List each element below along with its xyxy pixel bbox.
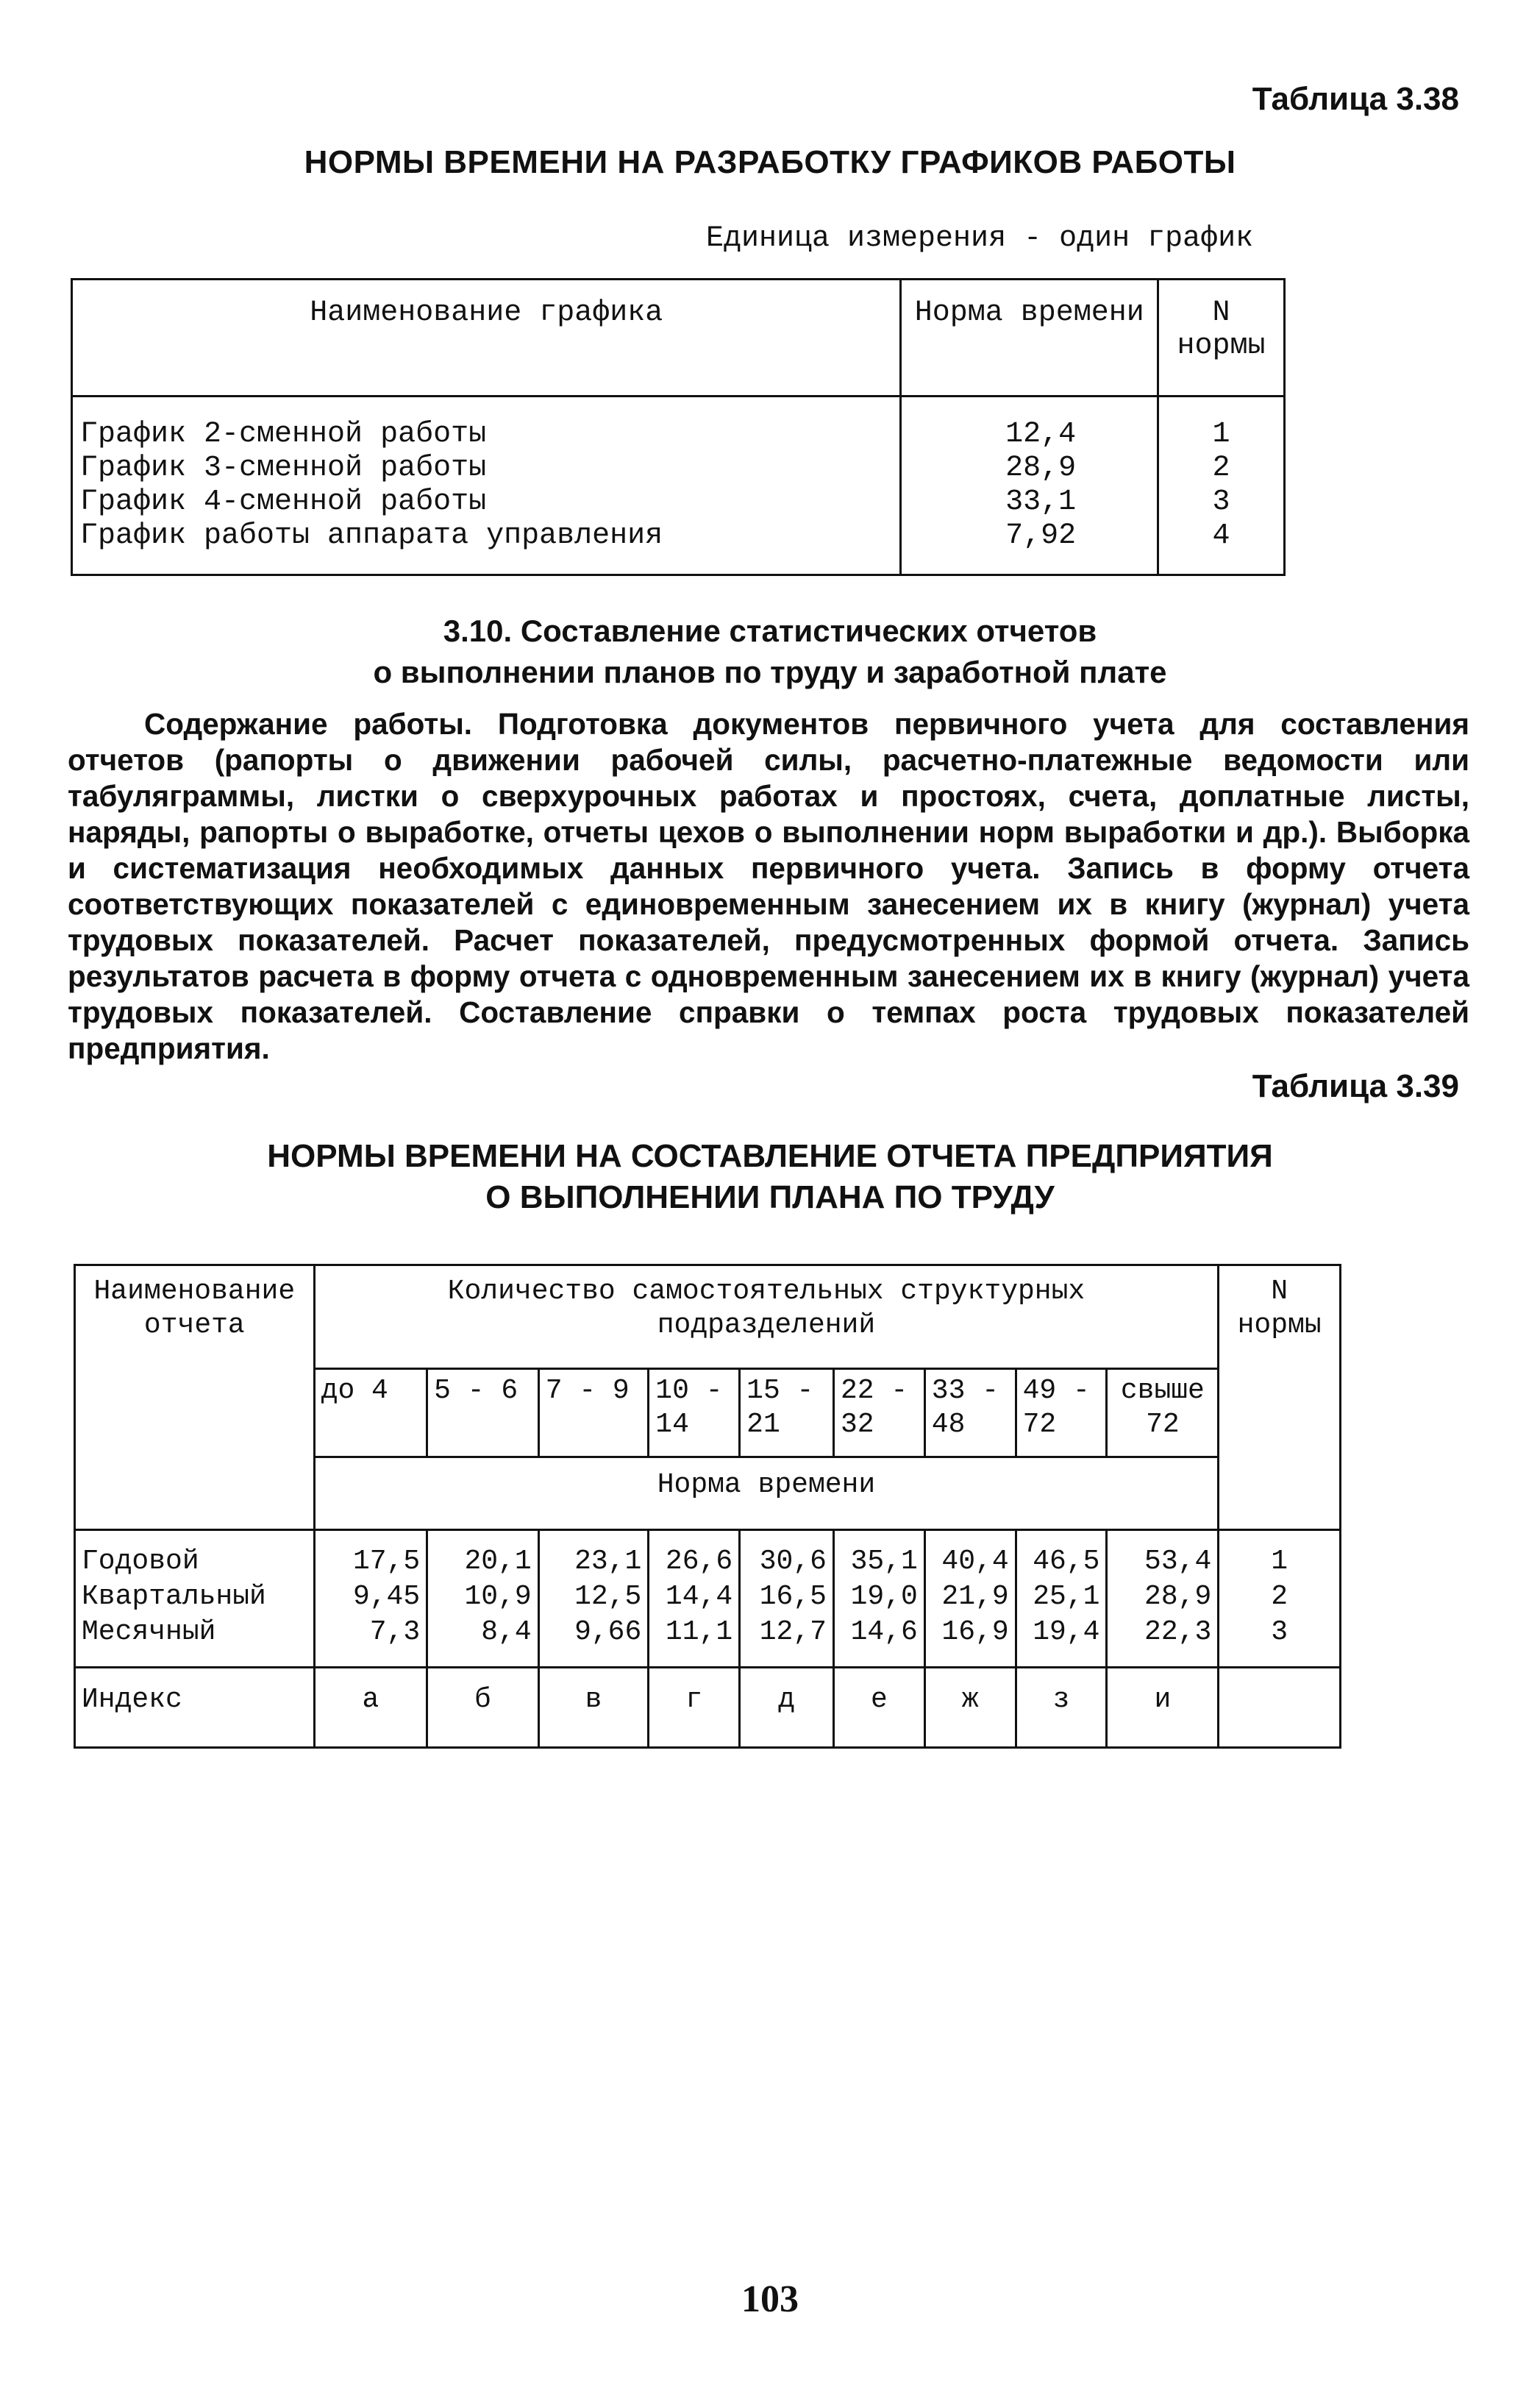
range-line2: 32 bbox=[840, 1409, 874, 1440]
header-report-name-line2: отчета bbox=[143, 1309, 245, 1341]
value: 9,45 bbox=[352, 1581, 421, 1613]
header-report-name bbox=[75, 1265, 315, 1530]
values-cell bbox=[538, 1530, 649, 1668]
header-norm-number-line2: нормы bbox=[1177, 330, 1266, 363]
values-cell bbox=[1107, 1530, 1219, 1668]
section-title-line2: о выполнении планов по труду и заработной плате bbox=[373, 655, 1167, 689]
value: 25,1 bbox=[1033, 1581, 1100, 1613]
norm-number-cell: 4 bbox=[1158, 519, 1285, 575]
values-cell bbox=[649, 1530, 740, 1668]
header-norm-number-line1: N bbox=[1271, 1276, 1288, 1307]
range-header bbox=[427, 1369, 539, 1457]
header-time-norm: Норма времени bbox=[314, 1457, 1219, 1530]
value: 19,4 bbox=[1033, 1616, 1100, 1648]
value: 12,7 bbox=[759, 1616, 827, 1648]
norm-number: 3 bbox=[1271, 1616, 1288, 1648]
table-39-label: Таблица 3.39 bbox=[1252, 1068, 1459, 1104]
range-line1: 15 - bbox=[746, 1375, 814, 1407]
value: 19,0 bbox=[850, 1581, 918, 1613]
norm-number: 2 bbox=[1271, 1581, 1288, 1613]
value: 23,1 bbox=[574, 1546, 642, 1577]
values-cell bbox=[833, 1530, 924, 1668]
header-norm-number-line1: N bbox=[1212, 296, 1230, 330]
table-row bbox=[72, 486, 1285, 519]
value: 14,6 bbox=[850, 1616, 918, 1648]
value: 8,4 bbox=[481, 1616, 532, 1648]
value: 14,4 bbox=[665, 1581, 733, 1613]
section-3-10-body bbox=[68, 706, 1469, 1067]
report-name: Квартальный bbox=[82, 1581, 266, 1613]
range-header bbox=[1016, 1369, 1107, 1457]
table-38 bbox=[71, 278, 1286, 576]
value: 11,1 bbox=[665, 1616, 733, 1648]
range-line1: 5 - 6 bbox=[434, 1375, 518, 1407]
header-norm-number-line2: нормы bbox=[1237, 1309, 1322, 1341]
table-row bbox=[72, 519, 1285, 575]
graph-name-cell: График 2-сменной работы bbox=[72, 397, 901, 452]
table-38-unit: Единица измерения - один график bbox=[706, 222, 1254, 255]
index-empty-cell bbox=[1219, 1668, 1341, 1748]
norm-number-cell: 1 bbox=[1158, 397, 1285, 452]
range-line2: 48 bbox=[931, 1409, 966, 1440]
index-cell: е bbox=[833, 1668, 924, 1748]
report-name: Годовой bbox=[82, 1546, 199, 1577]
values-cell bbox=[1016, 1530, 1107, 1668]
table-39-title-line1: НОРМЫ ВРЕМЕНИ НА СОСТАВЛЕНИЕ ОТЧЕТА ПРЕДПРИЯТИЯ bbox=[267, 1138, 1273, 1174]
range-line1: 7 - 9 bbox=[545, 1375, 630, 1407]
value: 12,5 bbox=[574, 1581, 642, 1613]
value: 53,4 bbox=[1144, 1546, 1212, 1577]
range-line2: 72 bbox=[1022, 1409, 1057, 1440]
header-group-line1: Количество самостоятельных структурных bbox=[447, 1276, 1086, 1307]
graph-name-cell: График 4-сменной работы bbox=[72, 486, 901, 519]
table-row bbox=[72, 452, 1285, 486]
value: 16,9 bbox=[941, 1616, 1009, 1648]
header-subdivisions-group bbox=[314, 1265, 1219, 1369]
range-line1: 22 - bbox=[840, 1375, 908, 1407]
header-report-name-line1: Наименование bbox=[93, 1276, 296, 1307]
range-line1: 10 - bbox=[655, 1375, 723, 1407]
value: 16,5 bbox=[759, 1581, 827, 1613]
value: 20,1 bbox=[464, 1546, 532, 1577]
graph-name-cell: График работы аппарата управления bbox=[72, 519, 901, 575]
values-cell bbox=[427, 1530, 539, 1668]
report-name: Месячный bbox=[82, 1616, 216, 1648]
values-cell bbox=[740, 1530, 834, 1668]
range-header bbox=[314, 1369, 427, 1457]
range-header bbox=[833, 1369, 924, 1457]
norm-number-cell: 2 bbox=[1158, 452, 1285, 486]
value: 30,6 bbox=[759, 1546, 827, 1577]
index-cell: г bbox=[649, 1668, 740, 1748]
range-line1: 33 - bbox=[931, 1375, 999, 1407]
section-3-10-title bbox=[0, 611, 1540, 693]
value: 10,9 bbox=[464, 1581, 532, 1613]
value: 46,5 bbox=[1033, 1546, 1100, 1577]
value: 26,6 bbox=[665, 1546, 733, 1577]
range-line1: до 4 bbox=[321, 1375, 388, 1407]
time-cell: 7,92 bbox=[901, 519, 1158, 575]
norm-number: 1 bbox=[1271, 1546, 1288, 1577]
index-cell: з bbox=[1016, 1668, 1107, 1748]
section-title-line1: 3.10. Составление статистических отчетов bbox=[443, 614, 1097, 648]
range-line2: 14 bbox=[655, 1409, 689, 1440]
table-row bbox=[72, 397, 1285, 452]
index-label: Индекс bbox=[75, 1668, 315, 1748]
range-line2: 72 bbox=[1146, 1409, 1180, 1440]
table-39-title-line2: О ВЫПОЛНЕНИИ ПЛАНА ПО ТРУДУ bbox=[485, 1179, 1055, 1215]
time-cell: 33,1 bbox=[901, 486, 1158, 519]
section-paragraph: Содержание работы. Подготовка документов первичного учета для составления отчетов (рапорты о движении рабочей силы, расчетно-платежные ведомости или табуляграммы, листки о сверхурочных работах и простоях, счета, доплатные листы, наряды, рапорты о выработке, отчеты цехов о выполнении норм выработки и др.). Выборка и систематизация необходимых данных первичного учета. Запись в форму отчета соответствующих показателей с единовременным занесением их в книгу (журнал) учета трудовых показателей. Расчет показателей, предусмотренных формой отчета. Запись результатов расчета в форму отчета с одновременным занесением их в книгу (журнал) учета трудовых показателей. Составление справки о темпах роста трудовых показателей предприятия. bbox=[68, 707, 1469, 1065]
header-norm-number bbox=[1158, 280, 1285, 397]
value: 22,3 bbox=[1144, 1616, 1212, 1648]
header-group-line2: подразделений bbox=[657, 1309, 876, 1341]
value: 21,9 bbox=[941, 1581, 1009, 1613]
report-names-cell bbox=[75, 1530, 315, 1668]
header-norm-number bbox=[1219, 1265, 1341, 1530]
index-cell: б bbox=[427, 1668, 539, 1748]
range-header bbox=[538, 1369, 649, 1457]
range-line2: 21 bbox=[746, 1409, 780, 1440]
header-graph-name: Наименование графика bbox=[72, 280, 901, 397]
table-38-label: Таблица 3.38 bbox=[1252, 81, 1459, 117]
index-cell: в bbox=[538, 1668, 649, 1748]
value: 40,4 bbox=[941, 1546, 1009, 1577]
values-cell bbox=[924, 1530, 1016, 1668]
time-cell: 12,4 bbox=[901, 397, 1158, 452]
range-line1: 49 - bbox=[1022, 1375, 1090, 1407]
range-header bbox=[1107, 1369, 1219, 1457]
range-header bbox=[924, 1369, 1016, 1457]
value: 9,66 bbox=[574, 1616, 642, 1648]
table-39-title bbox=[0, 1136, 1540, 1218]
index-cell: и bbox=[1107, 1668, 1219, 1748]
value: 7,3 bbox=[369, 1616, 421, 1648]
values-cell bbox=[314, 1530, 427, 1668]
index-cell: д bbox=[740, 1668, 834, 1748]
value: 17,5 bbox=[352, 1546, 421, 1577]
value: 35,1 bbox=[850, 1546, 918, 1577]
table-38-title: НОРМЫ ВРЕМЕНИ НА РАЗРАБОТКУ ГРАФИКОВ РАБОТЫ bbox=[304, 144, 1236, 180]
index-row bbox=[75, 1668, 1341, 1748]
graph-name-cell: График 3-сменной работы bbox=[72, 452, 901, 486]
range-header bbox=[649, 1369, 740, 1457]
time-cell: 28,9 bbox=[901, 452, 1158, 486]
index-cell: а bbox=[314, 1668, 427, 1748]
value: 28,9 bbox=[1144, 1581, 1212, 1613]
range-line1: свыше bbox=[1120, 1375, 1205, 1407]
index-cell: ж bbox=[924, 1668, 1016, 1748]
norm-numbers-cell bbox=[1219, 1530, 1341, 1668]
table-39 bbox=[74, 1264, 1341, 1749]
page-number: 103 bbox=[741, 2278, 799, 2320]
norm-number-cell: 3 bbox=[1158, 486, 1285, 519]
range-header bbox=[740, 1369, 834, 1457]
header-time-norm: Норма времени bbox=[901, 280, 1158, 397]
